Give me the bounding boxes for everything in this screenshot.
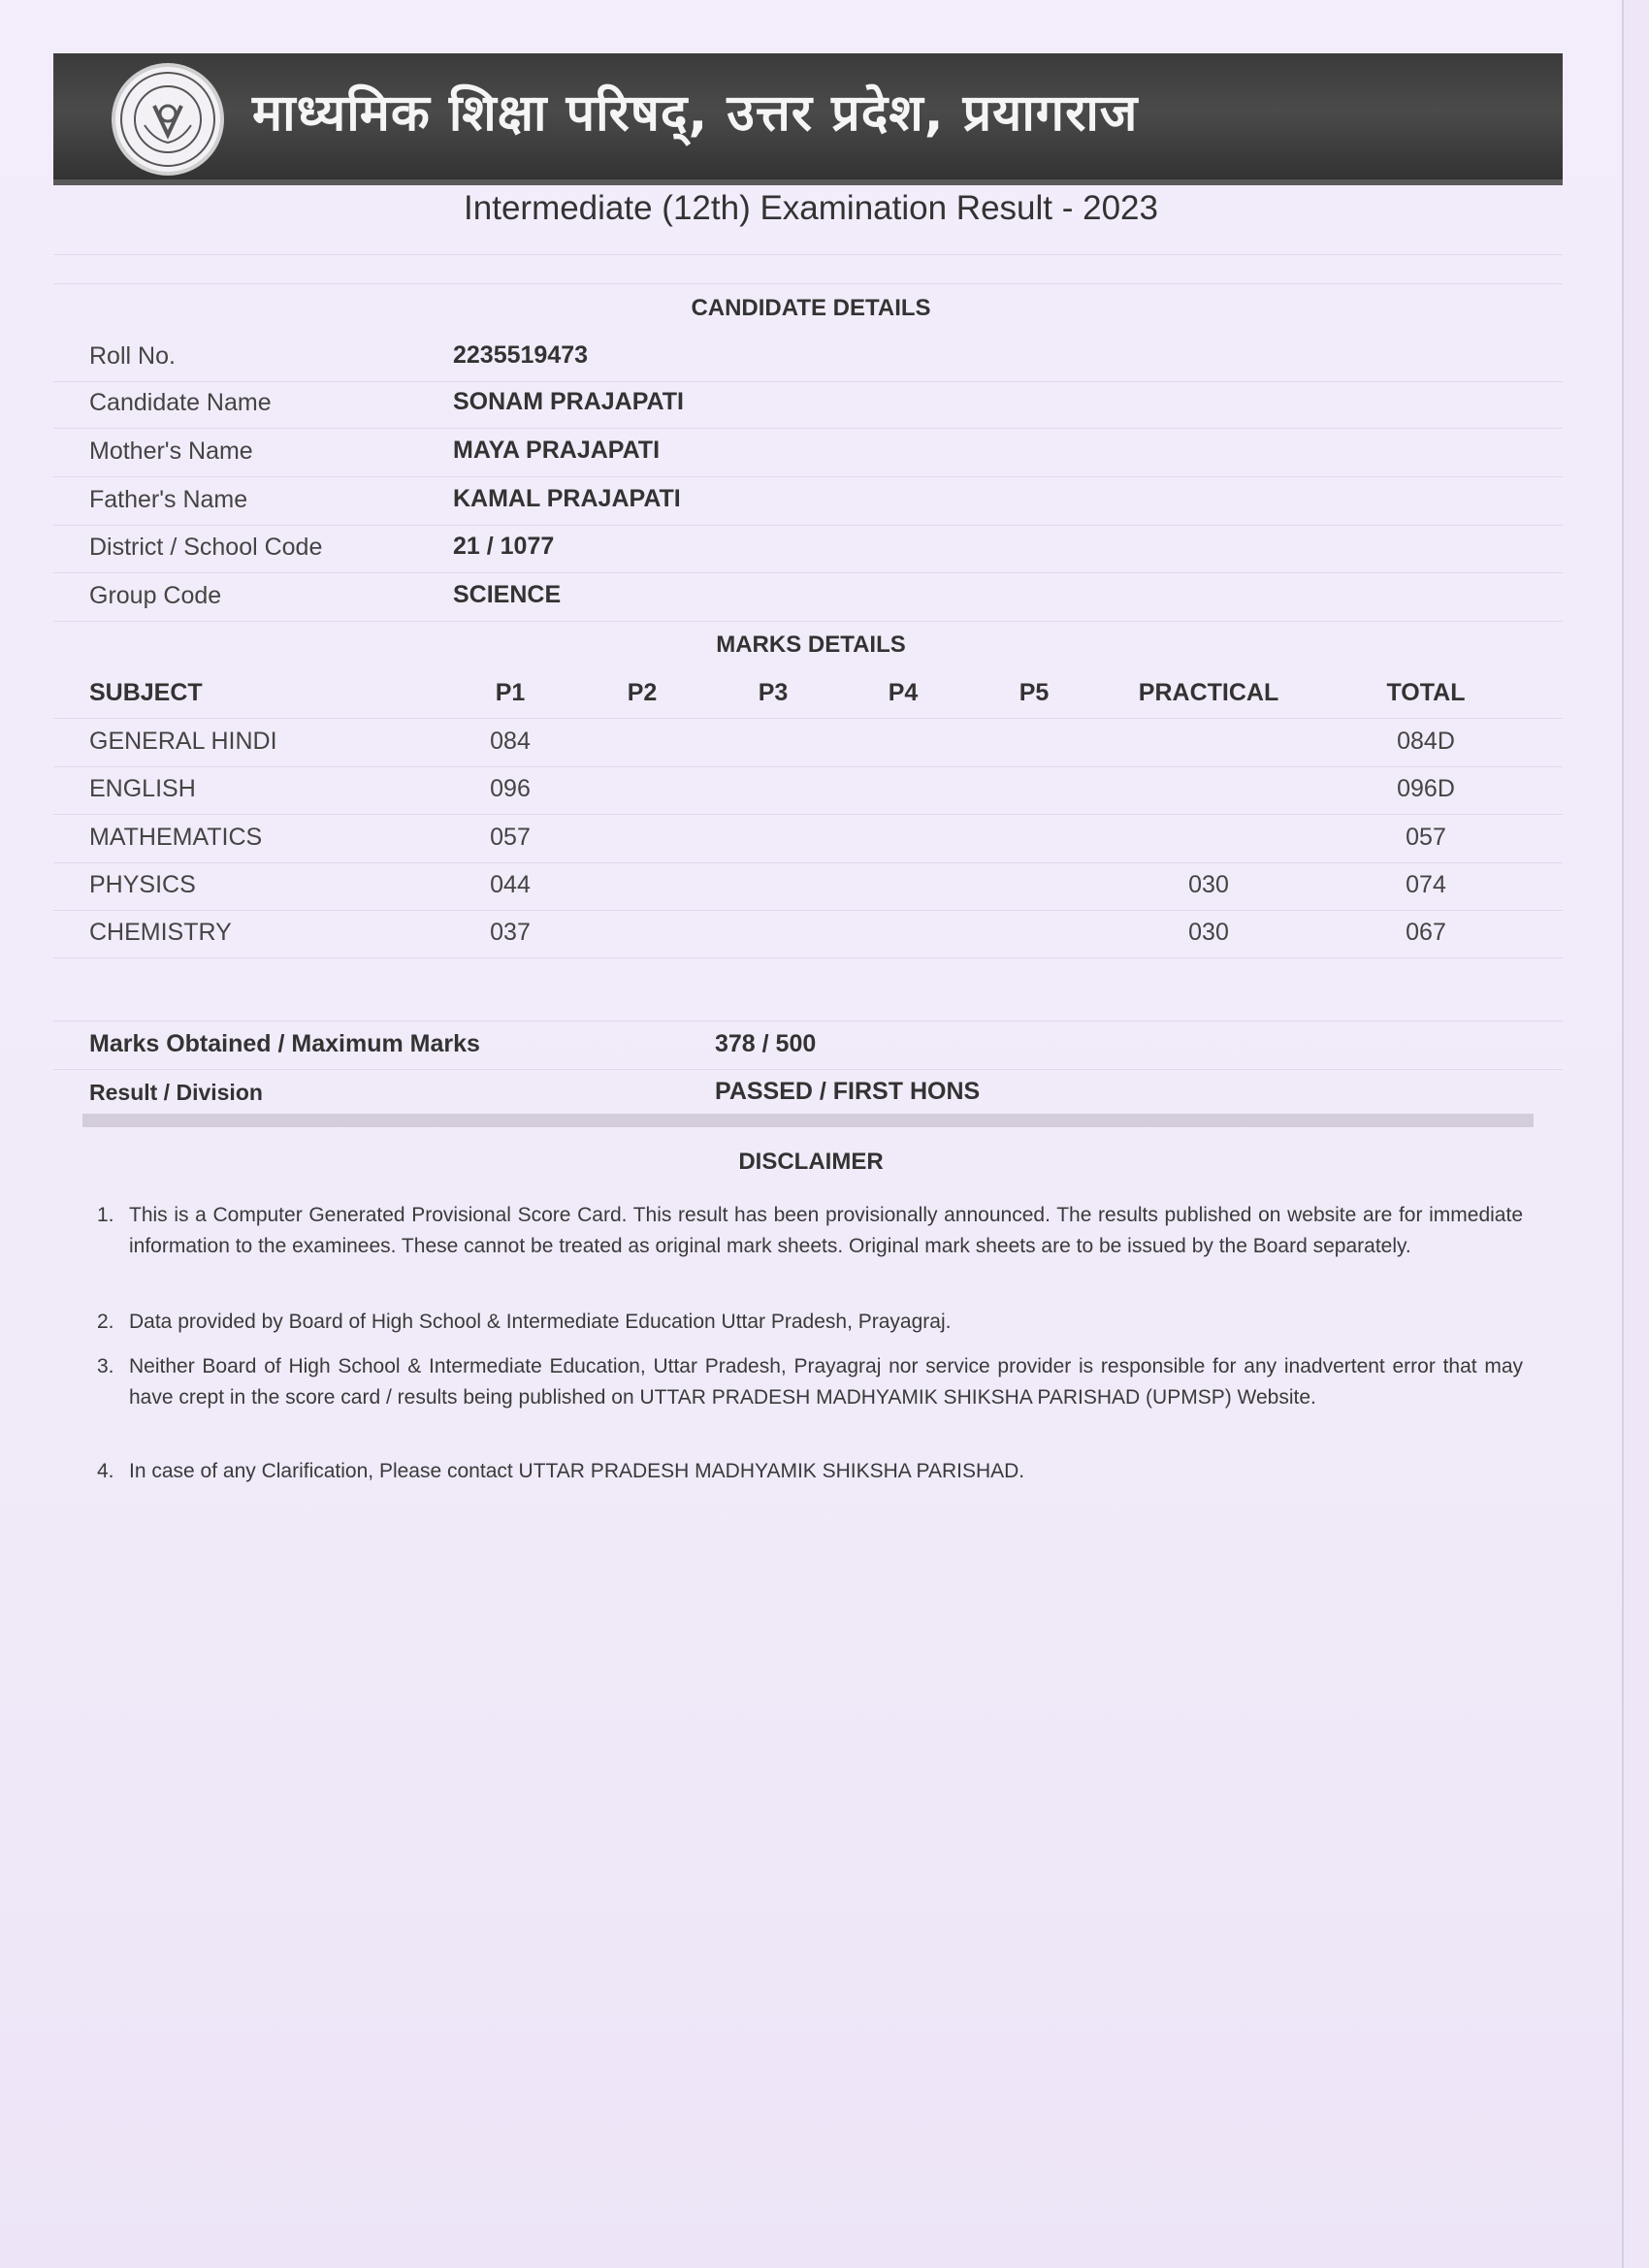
cell-total: 057 <box>1406 824 1446 851</box>
cell-subject: CHEMISTRY <box>89 919 232 946</box>
row-divider <box>53 621 1563 622</box>
column-header-p4: P4 <box>888 679 919 706</box>
candidate-field-value: SCIENCE <box>453 581 562 608</box>
column-header-total: TOTAL <box>1386 679 1466 706</box>
candidate-field-value: MAYA PRAJAPATI <box>453 437 661 464</box>
cell-subject: ENGLISH <box>89 775 196 802</box>
column-header-p3: P3 <box>758 679 789 706</box>
cell-practical: 030 <box>1188 871 1229 898</box>
column-header-p5: P5 <box>1018 679 1050 706</box>
row-divider <box>53 718 1563 719</box>
disclaimer-item: 2. Data provided by Board of High School & Intermediate Education Uttar Pradesh, Prayagraj. <box>97 1311 952 1333</box>
row-divider <box>53 572 1563 573</box>
candidate-field-label: Roll No. <box>89 342 176 370</box>
disclaimer-item: 3. Neither Board of High School & Intermediate Education, Uttar Pradesh, Prayagraj nor service provider is responsible for any inadvertent error that may have crept in the score card / results being published on UTTAR PRADESH MADHYAMIK SHIKSHA PARISHAD (UPMSP) Website. <box>97 1355 1523 1409</box>
header-banner <box>53 53 1563 185</box>
divider <box>53 1069 1563 1070</box>
board-name-hindi: माध्यमिक शिक्षा परिषद्, उत्तर प्रदेश, प्रयागराज <box>252 84 1139 143</box>
column-header-p1: P1 <box>495 679 526 706</box>
marks-details-title: MARKS DETAILS <box>716 632 906 658</box>
divider <box>53 283 1563 284</box>
row-divider <box>53 766 1563 767</box>
row-divider <box>53 476 1563 477</box>
up-government-emblem-icon <box>112 63 224 176</box>
column-header-subject: SUBJECT <box>89 679 203 706</box>
cell-subject: GENERAL HINDI <box>89 728 277 755</box>
section-separator-bar <box>82 1114 1534 1127</box>
result-division-label: Result / Division <box>89 1080 263 1105</box>
candidate-field-label: Candidate Name <box>89 389 272 416</box>
marks-obtained-value: 378 / 500 <box>715 1030 817 1057</box>
cell-p1: 044 <box>490 871 531 898</box>
disclaimer-item: 4. In case of any Clarification, Please contact UTTAR PRADESH MADHYAMIK SHIKSHA PARISHAD. <box>97 1460 1025 1482</box>
cell-subject: PHYSICS <box>89 871 196 898</box>
column-header-practical: PRACTICAL <box>1138 679 1279 706</box>
candidate-field-value: SONAM PRAJAPATI <box>453 388 684 415</box>
row-divider <box>53 957 1563 958</box>
cell-total: 096D <box>1397 775 1455 802</box>
divider <box>53 254 1563 255</box>
row-divider <box>53 381 1563 382</box>
cell-total: 084D <box>1397 728 1455 755</box>
candidate-field-label: District / School Code <box>89 534 323 561</box>
row-divider <box>53 525 1563 526</box>
candidate-field-value: 2235519473 <box>453 341 589 369</box>
cell-p1: 096 <box>490 775 531 802</box>
result-division-value: PASSED / FIRST HONS <box>715 1078 981 1105</box>
cell-p1: 057 <box>490 824 531 851</box>
cell-subject: MATHEMATICS <box>89 824 263 851</box>
row-divider <box>53 814 1563 815</box>
cell-p1: 037 <box>490 919 531 946</box>
candidate-field-label: Mother's Name <box>89 437 253 465</box>
cell-total: 067 <box>1406 919 1446 946</box>
candidate-field-label: Father's Name <box>89 486 248 513</box>
disclaimer-title: DISCLAIMER <box>738 1149 884 1175</box>
cell-total: 074 <box>1406 871 1446 898</box>
cell-p1: 084 <box>490 728 531 755</box>
disclaimer-item: 1. This is a Computer Generated Provisional Score Card. This result has been provisionally announced. The results published on website are for immediate information to the examinees. These cannot be treated as original mark sheets. Original mark sheets are to be issued by the Board separately. <box>97 1204 1523 1257</box>
candidate-field-value: KAMAL PRAJAPATI <box>453 485 681 512</box>
exam-title: Intermediate (12th) Examination Result - 2023 <box>464 189 1158 227</box>
candidate-field-label: Group Code <box>89 582 222 609</box>
candidate-field-value: 21 / 1077 <box>453 533 555 560</box>
marks-obtained-label: Marks Obtained / Maximum Marks <box>89 1030 480 1057</box>
row-divider <box>53 862 1563 863</box>
column-header-p2: P2 <box>627 679 658 706</box>
row-divider <box>53 428 1563 429</box>
row-divider <box>53 910 1563 911</box>
candidate-details-title: CANDIDATE DETAILS <box>691 295 931 321</box>
cell-practical: 030 <box>1188 919 1229 946</box>
